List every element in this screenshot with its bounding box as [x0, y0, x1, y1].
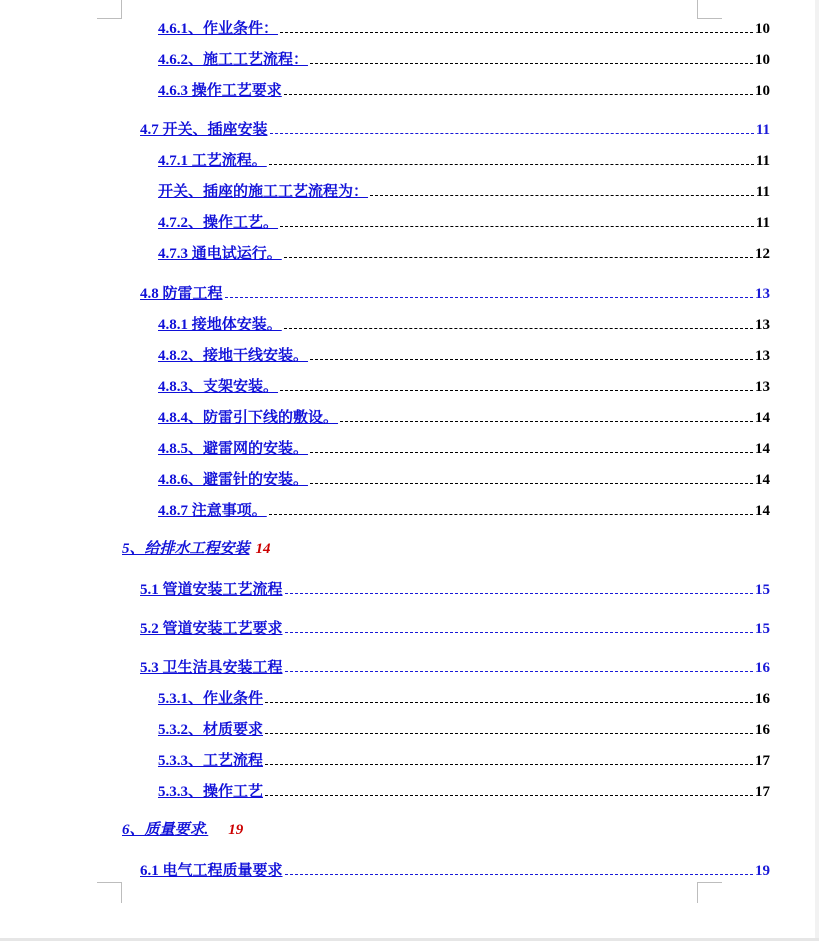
toc-leader [310, 358, 753, 360]
toc-leader [270, 132, 754, 134]
toc-entry-label[interactable]: 4.8.6、避雷针的安装。 [158, 472, 309, 488]
toc-entry-label[interactable]: 5.3.3、工艺流程 [158, 753, 264, 769]
toc-entry[interactable] [158, 211, 770, 233]
toc-entry[interactable] [158, 780, 770, 802]
toc-page-number: 14 [755, 441, 770, 457]
toc-leader [225, 296, 753, 298]
toc-leader [284, 93, 753, 95]
toc-page-number: 13 [755, 348, 770, 364]
toc-entry[interactable] [140, 859, 770, 881]
toc-leader [340, 420, 753, 422]
toc-page-number: 15 [755, 582, 770, 598]
toc-page-number: 11 [755, 122, 770, 138]
toc-entry-label[interactable]: 4.8.5、避雷网的安装。 [158, 441, 309, 457]
toc-entry[interactable] [140, 656, 770, 678]
toc-leader [265, 794, 753, 796]
toc-entry[interactable] [158, 79, 770, 101]
toc-entry[interactable] [158, 375, 770, 397]
toc-entry-label[interactable]: 4.8.3、支架安装。 [158, 379, 279, 395]
toc-leader [285, 631, 753, 633]
toc-chapter-label[interactable]: 5、给排水工程安装 [122, 541, 250, 557]
toc-entry-label[interactable]: 4.7 开关、插座安装 [140, 122, 268, 138]
toc-entry[interactable] [158, 48, 770, 70]
toc-entry[interactable] [158, 17, 770, 39]
toc-entry[interactable] [158, 180, 770, 202]
toc-page-number: 17 [755, 784, 770, 800]
toc-entry[interactable] [158, 149, 770, 171]
toc-leader [269, 513, 753, 515]
toc-page-number: 11 [755, 215, 770, 231]
toc-page-number: 13 [755, 317, 770, 333]
crop-mark-bottom-right [697, 882, 722, 903]
toc-chapter-page: 14 [255, 541, 271, 557]
toc-chapter[interactable] [122, 539, 271, 561]
toc-page-number: 16 [755, 660, 770, 676]
toc-entry-label[interactable]: 4.8.1 接地体安装。 [158, 317, 282, 333]
toc-leader [285, 670, 753, 672]
toc-entry-label[interactable]: 5.1 管道安装工艺流程 [140, 582, 283, 598]
toc-entry[interactable] [158, 313, 770, 335]
toc-entry[interactable] [140, 617, 770, 639]
toc-leader [265, 701, 753, 703]
toc-page-number: 19 [755, 863, 770, 879]
toc-leader [310, 62, 753, 64]
toc-page-number: 10 [755, 21, 770, 37]
toc-entry[interactable] [158, 718, 770, 740]
toc-page-number: 12 [755, 246, 770, 262]
toc-page-number: 10 [755, 83, 770, 99]
toc-entry-label[interactable]: 6.1 电气工程质量要求 [140, 863, 283, 879]
toc-entry[interactable] [140, 118, 770, 140]
toc-page-number: 13 [755, 286, 770, 302]
toc-entry-label[interactable]: 4.7.1 工艺流程。 [158, 153, 267, 169]
toc-entry-label[interactable]: 4.8.7 注意事项。 [158, 503, 267, 519]
toc-page-number: 15 [755, 621, 770, 637]
toc-entry-label[interactable]: 4.8.2、接地干线安装。 [158, 348, 309, 364]
toc-entry[interactable] [158, 687, 770, 709]
toc-entry[interactable] [140, 282, 770, 304]
toc-entry[interactable] [158, 242, 770, 264]
toc-leader [284, 256, 753, 258]
toc-leader [285, 873, 753, 875]
toc-page-number: 16 [755, 691, 770, 707]
toc-entry[interactable] [140, 578, 770, 600]
toc-entry-label[interactable]: 4.6.3 操作工艺要求 [158, 83, 282, 99]
toc-chapter-page: 19 [228, 822, 244, 838]
toc-page-number: 11 [755, 153, 770, 169]
toc-page-number: 14 [755, 472, 770, 488]
toc-page-number: 11 [755, 184, 770, 200]
toc-leader [265, 763, 753, 765]
toc-entry-label[interactable]: 4.7.2、操作工艺。 [158, 215, 279, 231]
toc-page-number: 10 [755, 52, 770, 68]
toc-leader [280, 225, 754, 227]
toc-chapter-label[interactable]: 6、质量要求. [122, 822, 209, 838]
toc-entry-label[interactable]: 4.6.1、作业条件： [158, 21, 279, 37]
toc-leader [280, 31, 753, 33]
toc-leader [310, 451, 753, 453]
toc-entry-label[interactable]: 4.8.4、防雷引下线的敷设。 [158, 410, 339, 426]
toc-entry[interactable] [158, 499, 770, 521]
toc-page-number: 16 [755, 722, 770, 738]
toc-entry[interactable] [158, 749, 770, 771]
toc-entry-label[interactable]: 5.3 卫生洁具安装工程 [140, 660, 283, 676]
crop-mark-top-left [97, 0, 122, 19]
toc-leader [370, 194, 754, 196]
toc-leader [265, 732, 753, 734]
toc-chapter[interactable] [122, 820, 243, 842]
crop-mark-bottom-left [97, 882, 122, 903]
toc-entry[interactable] [158, 468, 770, 490]
toc-leader [280, 389, 753, 391]
toc-entry[interactable] [158, 344, 770, 366]
toc-entry-label[interactable]: 4.7.3 通电试运行。 [158, 246, 282, 262]
toc-leader [285, 592, 753, 594]
toc-entry-label[interactable]: 5.2 管道安装工艺要求 [140, 621, 283, 637]
toc-entry-label[interactable]: 5.3.1、作业条件 [158, 691, 264, 707]
toc-entry-label[interactable]: 5.3.2、材质要求 [158, 722, 264, 738]
toc-page-number: 13 [755, 379, 770, 395]
toc-leader [310, 482, 753, 484]
toc-page-number: 17 [755, 753, 770, 769]
toc-entry-label[interactable]: 4.8 防雷工程 [140, 286, 223, 302]
page-right-edge [815, 0, 819, 938]
toc-leader [269, 163, 754, 165]
toc-entry-label[interactable]: 4.6.2、施工工艺流程： [158, 52, 309, 68]
toc-entry[interactable] [158, 437, 770, 459]
toc-leader [284, 327, 753, 329]
toc-entry[interactable] [158, 406, 770, 428]
toc-page-number: 14 [755, 410, 770, 426]
toc-entry-label[interactable]: 5.3.3、操作工艺 [158, 784, 264, 800]
toc-entry-label[interactable]: 开关、插座的施工工艺流程为： [158, 184, 369, 200]
toc-page-number: 14 [755, 503, 770, 519]
